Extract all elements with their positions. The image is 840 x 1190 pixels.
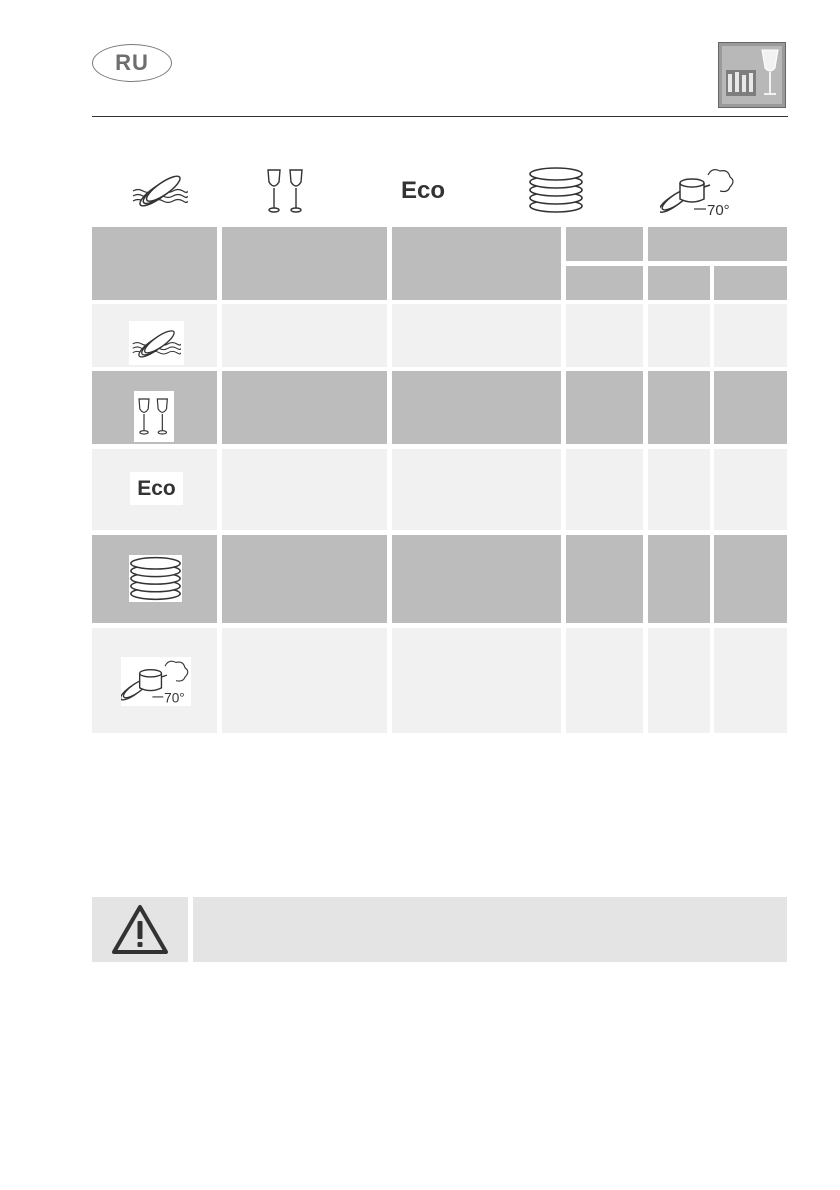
normal-dishes-icon	[528, 166, 584, 214]
table-header-cell	[392, 227, 561, 300]
table-row	[92, 535, 217, 623]
table-header-cell	[222, 227, 387, 300]
table-row	[92, 371, 217, 444]
intensive-pots-icon	[660, 165, 736, 219]
normal-dishes-icon	[129, 555, 182, 602]
table-row	[92, 449, 217, 530]
glasses-icon	[134, 391, 174, 442]
temperature-label: 70°	[164, 690, 185, 706]
eco-icon: Eco	[137, 476, 176, 500]
temperature-label: 70°	[707, 202, 730, 219]
table-header-cell	[92, 227, 217, 300]
table-cell	[714, 628, 787, 733]
table-cell	[566, 304, 643, 367]
table-cell	[222, 449, 387, 530]
table-cell	[392, 535, 561, 623]
table-cell	[392, 371, 561, 444]
table-cell	[648, 535, 710, 623]
table-cell	[566, 628, 643, 733]
table-cell	[648, 371, 710, 444]
language-badge	[92, 44, 172, 82]
table-cell	[714, 371, 787, 444]
eco-icon: Eco	[401, 177, 446, 204]
table-subheader-cell	[648, 266, 710, 300]
warning-icon-cell	[92, 897, 188, 962]
table-row	[92, 304, 217, 367]
warning-text-cell	[193, 897, 787, 962]
language-code: RU	[115, 50, 149, 75]
table-cell	[714, 449, 787, 530]
table-cell	[648, 304, 710, 367]
table-subheader-cell	[714, 266, 787, 300]
dishwasher-glass-icon	[718, 42, 786, 108]
table-cell	[714, 304, 787, 367]
prewash-icon	[130, 165, 190, 215]
table-row	[92, 628, 217, 733]
table-header-cell	[648, 227, 787, 261]
table-cell	[222, 535, 387, 623]
table-cell	[648, 449, 710, 530]
intensive-pots-icon	[121, 657, 191, 706]
table-cell	[222, 304, 387, 367]
table-cell	[222, 371, 387, 444]
table-cell	[392, 628, 561, 733]
table-header-cell	[566, 227, 643, 261]
table-cell	[392, 304, 561, 367]
table-cell	[566, 449, 643, 530]
glasses-icon	[262, 166, 310, 216]
header-rule	[92, 116, 788, 117]
table-cell	[648, 628, 710, 733]
table-cell	[222, 628, 387, 733]
warning-triangle-icon	[110, 903, 170, 957]
table-subheader-cell	[566, 266, 643, 300]
table-cell	[566, 535, 643, 623]
table-cell	[392, 449, 561, 530]
table-cell	[566, 371, 643, 444]
table-cell	[714, 535, 787, 623]
prewash-icon	[129, 321, 184, 365]
